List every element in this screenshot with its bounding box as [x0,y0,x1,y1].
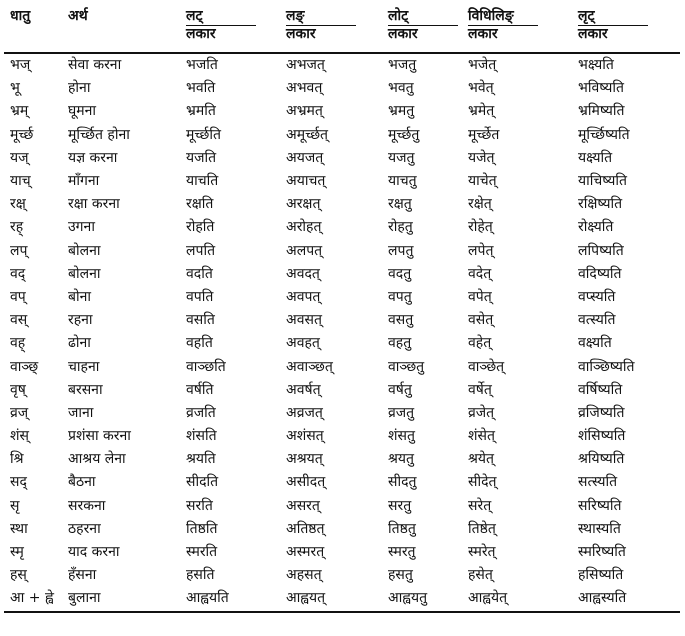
cell-lang: अवसत् [286,312,322,329]
cell-lot: आह्वयतु [382,587,462,611]
cell-lrit: आह्वस्यति [572,587,680,611]
table-row [4,100,680,123]
cell-lang: अमूर्च्छत् [286,126,329,143]
table-row [4,541,680,564]
cell-vidhiling: यजेत् [468,149,495,166]
column-header-lang [280,6,382,53]
cell-lat: वहति [186,335,213,352]
cell-lat: वपति [186,288,214,305]
cell-lrit: मूर्च्छिष्यति [578,126,630,143]
table-row [4,518,680,541]
column-header-line2: लकार [186,25,256,43]
cell-artha: यज्ञ करना [68,149,118,166]
cell-dhatu: रक्ष् [10,196,26,213]
cell-dhatu: सृ [10,497,20,514]
header-row [4,6,680,53]
cell-artha: प्रशंसा करना [68,428,131,445]
cell-lot: रोहतु [388,219,413,236]
cell-lat: शंसति [186,428,217,445]
cell-lrit: स्थास्यति [578,520,621,537]
cell-dhatu: व्रज् [10,404,29,421]
cell-lat: सरति [186,497,213,514]
cell-lang: असरत् [286,497,320,514]
cell-lang: असीदत् [286,474,326,491]
cell-lat: तिष्ठति [186,520,218,537]
cell-vidhiling: वपेत् [468,288,492,305]
cell-lat: मूर्च्छति [186,126,221,143]
cell-lang: अलपत् [286,242,323,259]
cell-artha: रहना [68,312,93,329]
cell-artha: बुलाना [62,587,180,611]
cell-lot: याचतु [388,173,417,190]
column-header-line1: अर्थ [68,8,88,24]
cell-vidhiling: व्रजेत् [468,404,495,421]
cell-artha: बोलना [68,242,101,259]
cell-lat: वर्षति [186,381,214,398]
cell-vidhiling: लपेत् [468,242,494,259]
cell-dhatu: वृष् [10,381,26,398]
cell-vidhiling: वसेत् [468,312,494,329]
cell-lang: अस्मरत् [286,544,325,561]
cell-lang: अवदत् [286,265,320,282]
cell-vidhiling: वर्षेत् [468,381,492,398]
cell-lang: अभजत् [286,57,325,74]
cell-lat: स्मरति [186,544,218,561]
cell-lat: व्रजति [186,404,216,421]
column-header-line1: विधिलिङ् [468,8,514,24]
cell-lrit: वक्ष्यति [578,335,612,352]
cell-lrit: वाञ्छिष्यति [578,358,635,375]
cell-artha: ढोना [68,335,91,352]
cell-artha: बोना [68,288,92,305]
cell-lrit: याचिष्यति [578,173,627,190]
cell-lat: वसति [186,312,215,329]
cell-lang: अव्रजत् [286,404,323,421]
cell-artha: हँसना [68,567,97,584]
cell-lrit: श्रयिष्यति [578,451,625,468]
cell-lrit: स्मरिष्यति [578,544,626,561]
cell-lang: अवाञ्छत् [286,358,333,375]
cell-artha: बरसना [68,381,103,398]
cell-lrit: रोक्ष्यति [578,219,614,236]
column-header-line2: लकार [468,25,538,43]
cell-lang: अवर्षत् [286,381,321,398]
table-row [4,448,680,471]
cell-dhatu: आ + ह्वे [4,587,62,611]
cell-dhatu: रह् [10,219,24,236]
cell-artha: घूमना [68,103,97,120]
cell-lat: रोहति [186,219,215,236]
cell-lot: यजतु [388,149,415,166]
cell-lot: तिष्ठतु [388,520,416,537]
cell-lang: अश्रयत् [286,451,323,468]
cell-dhatu: याच् [10,173,31,190]
column-header-line1: लङ् [286,8,305,24]
table-row [4,216,680,239]
column-header-line1: लोट् [388,8,409,24]
cell-lat: सीदति [186,474,219,491]
table-row [4,564,680,587]
table-row [4,263,680,286]
cell-lot: भजतु [388,57,417,74]
cell-lang: अभवत् [286,80,323,97]
cell-artha: ठहरना [68,520,101,537]
table-body [4,53,680,612]
cell-lrit: वत्स्यति [578,312,616,329]
cell-lot: शंसतु [388,428,415,445]
cell-lrit: रक्षिष्यति [578,196,623,213]
cell-artha: आश्रय लेना [68,451,126,468]
cell-artha: जाना [68,404,94,421]
table-row [4,379,680,402]
cell-lot: वाञ्छतु [388,358,425,375]
cell-lang: अरक्षत् [286,196,321,213]
cell-artha: बैठना [68,474,96,491]
cell-artha: रक्षा करना [68,196,120,213]
cell-dhatu: मूर्च्छ [10,126,34,143]
cell-lot: वसतु [388,312,414,329]
cell-vidhiling: सीदेत् [468,474,497,491]
cell-lot: लपतु [388,242,414,259]
cell-dhatu: स्मृ [10,544,24,561]
table-row [4,332,680,355]
cell-vidhiling: मूर्च्छेत [468,126,500,143]
cell-artha: बोलना [68,265,101,282]
cell-vidhiling: भजेत् [468,57,497,74]
cell-lot: वर्षतु [388,381,412,398]
column-header-dhatu [4,6,62,53]
cell-lrit: हसिष्यति [578,567,624,584]
cell-vidhiling: रोहेत् [468,219,493,236]
column-header-lrit [572,6,680,53]
cell-lat: रक्षति [186,196,214,213]
cell-lang: आह्वयत् [280,587,382,611]
cell-vidhiling: शंसेत् [468,428,495,445]
cell-artha: सेवा करना [68,57,122,74]
cell-artha: उगना [68,219,95,236]
column-header-lat [180,6,280,53]
cell-dhatu: यज् [10,149,29,166]
table-row [4,77,680,100]
cell-lrit: भक्ष्यति [578,57,614,74]
cell-vidhiling: तिष्ठेत् [468,520,496,537]
cell-artha: सरकना [68,497,106,514]
column-header-line1: धातु [10,8,31,24]
cell-lang: अयाचत् [286,173,326,190]
table-row [4,193,680,216]
table-header [4,6,680,53]
column-header-line2: लकार [578,25,648,43]
cell-dhatu: वाञ्छ् [10,358,39,375]
table-row [4,309,680,332]
cell-lat: याचति [186,173,219,190]
cell-artha: माँगना [68,173,100,190]
table-row [4,495,680,518]
column-header-line1: लट् [186,8,203,24]
cell-vidhiling: वाञ्छेत् [468,358,505,375]
cell-lat: श्रयति [186,451,216,468]
cell-lat: हसति [186,567,215,584]
cell-lat: वाञ्छति [186,358,226,375]
cell-lrit: भ्रमिष्यति [578,103,625,120]
table-row [4,53,680,77]
table-row [4,124,680,147]
cell-lrit: वदिष्यति [578,265,622,282]
cell-vidhiling: हसेत् [468,567,493,584]
cell-lrit: व्रजिष्यति [578,404,625,421]
cell-lot: मूर्च्छतु [388,126,420,143]
cell-vidhiling: स्मरेत् [468,544,496,561]
column-header-artha [62,6,180,53]
cell-lat: भ्रमति [186,103,216,120]
cell-lat: आह्वयति [180,587,280,611]
cell-lot: भ्रमतु [388,103,415,120]
cell-lat: लपति [186,242,216,259]
cell-artha: मूर्च्छित होना [68,126,130,143]
cell-lrit: लपिष्यति [578,242,624,259]
cell-vidhiling: भ्रमेत् [468,103,495,120]
cell-lang: अहसत् [286,567,322,584]
cell-vidhiling: भवेत् [468,80,494,97]
cell-dhatu: लप् [10,242,28,259]
cell-dhatu: वप् [10,288,26,305]
cell-dhatu: श्रि [10,451,24,468]
cell-lot: वहतु [388,335,412,352]
cell-lat: वदति [186,265,213,282]
cell-vidhiling: वहेत् [468,335,492,352]
cell-dhatu: स्था [10,520,28,537]
cell-dhatu: वद् [10,265,26,282]
cell-vidhiling: आह्वयेत् [462,587,572,611]
cell-lrit: सत्स्यति [578,474,618,491]
cell-lot: व्रजतु [388,404,415,421]
cell-dhatu: हस् [10,567,27,584]
cell-lot: रक्षतु [388,196,412,213]
table-row [4,286,680,309]
table-row [4,355,680,378]
cell-lang: अतिष्ठत् [286,520,325,537]
cell-artha: होना [68,80,91,97]
cell-lang: अशंसत् [286,428,324,445]
cell-lot: हसतु [388,567,413,584]
cell-lrit: यक्ष्यति [578,149,613,166]
cell-dhatu: सद् [10,474,27,491]
column-header-lot [382,6,462,53]
cell-dhatu: भज् [10,57,31,74]
cell-lang: अवपत् [286,288,321,305]
cell-vidhiling: श्रयेत् [468,451,495,468]
cell-lat: भजति [186,57,218,74]
cell-lang: अभ्रमत् [286,103,323,120]
cell-lrit: शंसिष्यति [578,428,626,445]
cell-lot: भवतु [388,80,414,97]
column-header-vidhiling [462,6,572,53]
cell-lot: श्रयतु [388,451,415,468]
cell-vidhiling: याचेत् [468,173,497,190]
cell-lang: अयजत् [286,149,324,166]
cell-lang: अरोहत् [286,219,322,236]
cell-artha: चाहना [68,358,100,375]
cell-lot: वपतु [388,288,412,305]
cell-lat: भवति [186,80,216,97]
cell-lrit: सरिष्यति [578,497,622,514]
cell-lot: सीदतु [388,474,417,491]
cell-lrit: वप्स्यति [578,288,616,305]
cell-lot: स्मरतु [388,544,416,561]
cell-dhatu: शंस् [10,428,29,445]
table-row [4,240,680,263]
cell-artha: याद करना [68,544,120,561]
cell-lrit: भविष्यति [578,80,624,97]
verb-conjugation-table [4,6,680,613]
cell-vidhiling: सरेत् [468,497,492,514]
table-row [4,402,680,425]
cell-vidhiling: वदेत् [468,265,492,282]
cell-vidhiling: रक्षेत् [468,196,492,213]
table-row [4,147,680,170]
cell-lot: वदतु [388,265,412,282]
cell-lrit: वर्षिष्यति [578,381,623,398]
table-row [4,471,680,494]
table-row [4,170,680,193]
table-row [4,425,680,448]
column-header-line2: लकार [388,25,458,43]
cell-lat: यजति [186,149,217,166]
cell-dhatu: वह् [10,335,26,352]
cell-dhatu: भ्रम् [10,103,29,120]
cell-dhatu: भू [10,80,20,97]
column-header-line1: लृट् [578,8,595,24]
cell-dhatu: वस् [10,312,28,329]
cell-lang: अवहत् [286,335,320,352]
cell-lot: सरतु [388,497,412,514]
column-header-line2: लकार [286,25,356,43]
table-row [4,587,680,611]
